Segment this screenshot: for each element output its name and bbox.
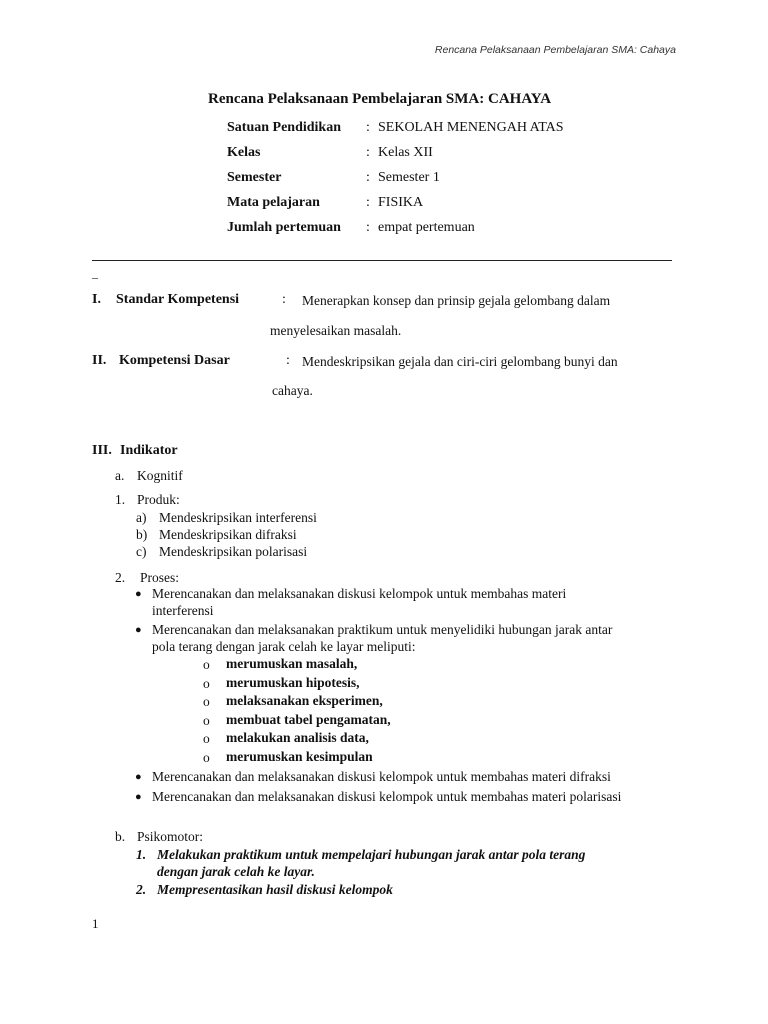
info-colon: : xyxy=(366,195,370,210)
rule-tick: _ xyxy=(92,266,98,280)
info-table xyxy=(227,120,647,245)
section-heading-indikator: Indikator xyxy=(120,443,178,458)
info-row-satuan xyxy=(227,120,647,145)
list-item: Mendeskripsikan interferensi xyxy=(159,510,317,525)
info-colon: : xyxy=(366,120,370,135)
list-item: Merencanakan dan melaksanakan diskusi kelompok untuk membahas materi polarisasi xyxy=(152,789,622,804)
list-marker: 1. xyxy=(115,492,126,507)
sub-list-item: merumuskan masalah, xyxy=(226,656,358,671)
section-heading-standar: Standar Kompetensi xyxy=(116,292,240,307)
sub-list-item: merumuskan hipotesis, xyxy=(226,675,360,690)
info-label: Semester xyxy=(227,170,282,185)
section-number: II. xyxy=(92,353,107,368)
list-item: pola terang dengan jarak celah ke layar meliputi: xyxy=(152,639,416,654)
sub-list-item: membuat tabel pengamatan, xyxy=(226,712,391,727)
list-item: Merencanakan dan melaksanakan praktikum untuk menyelidiki hubungan jarak antar xyxy=(152,622,613,637)
running-header: Rencana Pelaksanaan Pembelajaran SMA: Cahaya xyxy=(434,44,676,56)
bullet-icon: ● xyxy=(135,588,142,600)
section-number: I. xyxy=(92,292,101,307)
list-item: Mendeskripsikan difraksi xyxy=(159,527,297,542)
list-item: Mendeskripsikan polarisasi xyxy=(159,544,308,559)
info-value: SEKOLAH MENENGAH ATAS xyxy=(378,120,564,135)
section-colon: : xyxy=(286,353,290,368)
psikomotor-label: Psikomotor: xyxy=(137,829,204,844)
section-text: Mendeskripsikan gejala dan ciri-ciri gelombang bunyi dan xyxy=(302,354,618,369)
list-marker: 2. xyxy=(136,882,147,897)
circle-bullet: o xyxy=(203,731,210,746)
info-value: FISIKA xyxy=(378,195,424,210)
list-marker: a. xyxy=(115,468,125,483)
sub-list-item: melaksanakan eksperimen, xyxy=(226,693,383,708)
info-row-kelas xyxy=(227,145,647,170)
list-item: Merencanakan dan melaksanakan diskusi kelompok untuk membahas materi xyxy=(152,586,567,601)
info-value: empat pertemuan xyxy=(378,220,475,235)
section-text: Menerapkan konsep dan prinsip gejala gelombang dalam xyxy=(302,293,611,308)
circle-bullet: o xyxy=(203,676,210,691)
list-marker: 1. xyxy=(136,847,147,862)
produk-label: Produk: xyxy=(137,492,180,507)
info-row-pertemuan xyxy=(227,220,647,245)
list-marker: a) xyxy=(136,510,147,525)
list-item: Melakukan praktikum untuk mempelajari hubungan jarak antar pola terang xyxy=(157,847,586,862)
list-marker: b) xyxy=(136,527,148,542)
horizontal-rule xyxy=(92,260,672,261)
list-marker: b. xyxy=(115,829,126,844)
section-text: menyelesaikan masalah. xyxy=(270,323,402,338)
list-item: interferensi xyxy=(152,603,214,618)
list-item: Merencanakan dan melaksanakan diskusi kelompok untuk membahas materi difraksi xyxy=(152,769,611,784)
list-item: Mempresentasikan hasil diskusi kelompok xyxy=(157,882,393,897)
circle-bullet: o xyxy=(203,657,210,672)
circle-bullet: o xyxy=(203,713,210,728)
info-label: Mata pelajaran xyxy=(227,195,320,210)
info-label: Jumlah pertemuan xyxy=(227,220,341,235)
page-number: 1 xyxy=(92,916,99,931)
list-marker: 2. xyxy=(115,570,126,585)
list-marker: c) xyxy=(136,544,147,559)
section-text: cahaya. xyxy=(272,383,313,398)
proses-label: Proses: xyxy=(140,570,180,585)
info-colon: : xyxy=(366,220,370,235)
info-value: Semester 1 xyxy=(378,170,440,185)
section-colon: : xyxy=(282,292,286,307)
circle-bullet: o xyxy=(203,694,210,709)
section-heading-kompetensi: Kompetensi Dasar xyxy=(119,353,230,368)
section-number: III. xyxy=(92,443,112,458)
sub-list-item: melakukan analisis data, xyxy=(226,730,369,745)
document-title: Rencana Pelaksanaan Pembelajaran SMA: CAHAYA xyxy=(208,91,552,107)
sub-list-item: merumuskan kesimpulan xyxy=(226,749,373,764)
info-label: Kelas xyxy=(227,145,261,160)
circle-bullet: o xyxy=(203,750,210,765)
bullet-icon: ● xyxy=(135,624,142,636)
bullet-icon: ● xyxy=(135,791,142,803)
kognitif-label: Kognitif xyxy=(137,468,183,483)
info-colon: : xyxy=(366,145,370,160)
info-value: Kelas XII xyxy=(378,145,433,160)
info-row-semester xyxy=(227,170,647,195)
bullet-icon: ● xyxy=(135,771,142,783)
list-item: dengan jarak celah ke layar. xyxy=(157,864,315,879)
info-row-mapel xyxy=(227,195,647,220)
info-colon: : xyxy=(366,170,370,185)
info-label: Satuan Pendidikan xyxy=(227,120,341,135)
